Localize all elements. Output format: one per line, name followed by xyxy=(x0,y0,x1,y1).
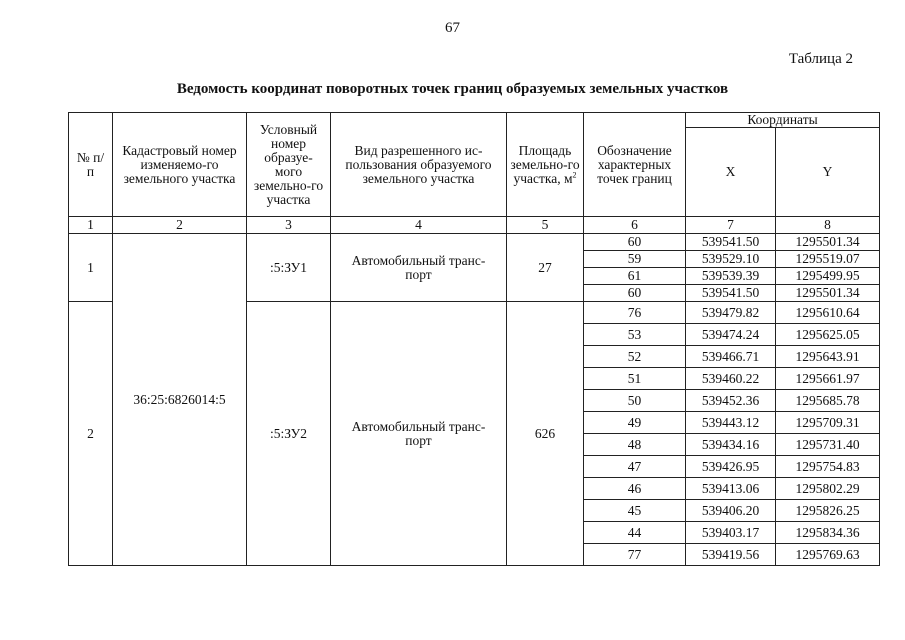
header-num: № п/п xyxy=(69,113,113,217)
header-coordinates: Координаты xyxy=(686,113,880,128)
coord-x: 539419.56 xyxy=(686,544,776,566)
coord-y: 1295661.97 xyxy=(776,368,880,390)
column-number-row xyxy=(69,217,880,234)
coord-y: 1295610.64 xyxy=(776,302,880,324)
coord-x: 539426.95 xyxy=(686,456,776,478)
point-id: 51 xyxy=(584,368,686,390)
coord-y: 1295802.29 xyxy=(776,478,880,500)
header-y: Y xyxy=(776,128,880,217)
area-value: 27 xyxy=(507,234,584,302)
parcel-index: 2 xyxy=(69,302,113,566)
point-id: 59 xyxy=(584,251,686,268)
coordinates-table xyxy=(68,112,880,566)
header-points: Обозначение характерных точек границ xyxy=(584,113,686,217)
area-value: 626 xyxy=(507,302,584,566)
use-type-text: Автомобильный транс-порт xyxy=(351,418,486,448)
coord-y: 1295769.63 xyxy=(776,544,880,566)
coord-y: 1295685.78 xyxy=(776,390,880,412)
point-id: 77 xyxy=(584,544,686,566)
header-cadastral: Кадастровый номер изменяемо-го земельного участка xyxy=(113,113,247,217)
point-id: 61 xyxy=(584,268,686,285)
header-conditional-number: Условный номер образуе-мого земельно-го участка xyxy=(247,113,331,217)
use-type xyxy=(331,302,507,566)
point-id: 49 xyxy=(584,412,686,434)
conditional-number: :5:ЗУ2 xyxy=(247,302,331,566)
column-number: 7 xyxy=(686,217,776,234)
coord-x: 539474.24 xyxy=(686,324,776,346)
coord-x: 539529.10 xyxy=(686,251,776,268)
coord-x: 539403.17 xyxy=(686,522,776,544)
cadastral-number: 36:25:6826014:5 xyxy=(113,234,247,566)
column-number: 6 xyxy=(584,217,686,234)
use-type-text: Автомобильный транс-порт xyxy=(351,252,486,282)
column-number: 4 xyxy=(331,217,507,234)
coord-y: 1295754.83 xyxy=(776,456,880,478)
coord-x: 539479.82 xyxy=(686,302,776,324)
point-id: 50 xyxy=(584,390,686,412)
point-id: 44 xyxy=(584,522,686,544)
coord-x: 539466.71 xyxy=(686,346,776,368)
point-id: 60 xyxy=(584,285,686,302)
coord-y: 1295834.36 xyxy=(776,522,880,544)
coord-x: 539541.50 xyxy=(686,234,776,251)
coord-y: 1295625.05 xyxy=(776,324,880,346)
point-id: 45 xyxy=(584,500,686,522)
coord-x: 539452.36 xyxy=(686,390,776,412)
document-title: Ведомость координат поворотных точек границ образуемых земельных участков xyxy=(176,81,729,97)
table-row xyxy=(69,234,880,251)
table-label: Таблица 2 xyxy=(788,51,853,67)
coord-y: 1295643.91 xyxy=(776,346,880,368)
column-number: 5 xyxy=(507,217,584,234)
coord-x: 539434.16 xyxy=(686,434,776,456)
coord-y: 1295501.34 xyxy=(776,234,880,251)
point-id: 52 xyxy=(584,346,686,368)
column-number: 8 xyxy=(776,217,880,234)
coord-y: 1295519.07 xyxy=(776,251,880,268)
page-number: 67 xyxy=(445,20,460,36)
column-number: 1 xyxy=(69,217,113,234)
header-use-type: Вид разрешенного ис-пользования образуемого земельного участка xyxy=(331,113,507,217)
point-id: 76 xyxy=(584,302,686,324)
coord-y: 1295731.40 xyxy=(776,434,880,456)
point-id: 53 xyxy=(584,324,686,346)
column-number: 2 xyxy=(113,217,247,234)
parcel-index: 1 xyxy=(69,234,113,302)
conditional-number: :5:ЗУ1 xyxy=(247,234,331,302)
column-number: 3 xyxy=(247,217,331,234)
coord-y: 1295501.34 xyxy=(776,285,880,302)
coord-x: 539541.50 xyxy=(686,285,776,302)
header-x: X xyxy=(686,128,776,217)
coord-y: 1295826.25 xyxy=(776,500,880,522)
coord-x: 539413.06 xyxy=(686,478,776,500)
coord-y: 1295709.31 xyxy=(776,412,880,434)
coord-y: 1295499.95 xyxy=(776,268,880,285)
point-id: 48 xyxy=(584,434,686,456)
coord-x: 539406.20 xyxy=(686,500,776,522)
coord-x: 539443.12 xyxy=(686,412,776,434)
point-id: 47 xyxy=(584,456,686,478)
coord-x: 539460.22 xyxy=(686,368,776,390)
coord-x: 539539.39 xyxy=(686,268,776,285)
point-id: 60 xyxy=(584,234,686,251)
header-area: Площадь земельно-го участка, $м^2$ xyxy=(507,113,584,217)
point-id: 46 xyxy=(584,478,686,500)
use-type xyxy=(331,234,507,302)
